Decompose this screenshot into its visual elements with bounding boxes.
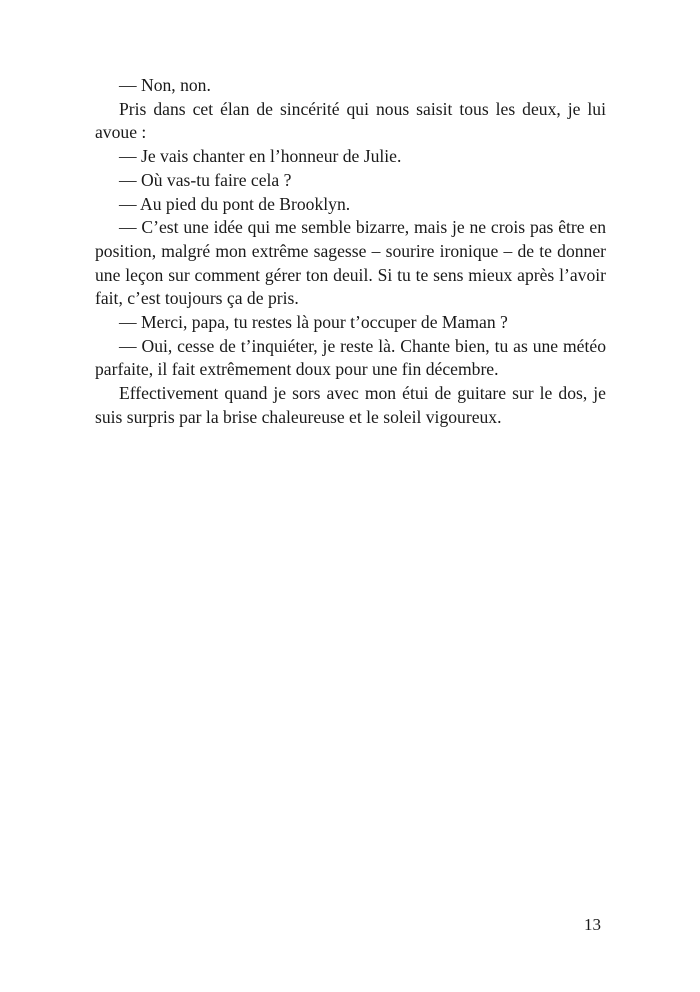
- page-number: 13: [584, 915, 601, 934]
- paragraph: — Au pied du pont de Brooklyn.: [119, 193, 351, 214]
- paragraph: — Non, non.: [119, 75, 211, 95]
- body-text: [95, 74, 606, 430]
- paragraph: — Je vais chanter en l’honneur de Julie.: [119, 146, 402, 167]
- paragraph: Pris dans cet élan de sincérité qui nous saisit tous les deux, je lui avoue :: [95, 98, 606, 143]
- paragraph: Effectivement quand je sors avec mon étui de guitare sur le dos, je suis surpris par la brise chaleureuse et le soleil vigoureux.: [95, 383, 606, 427]
- paragraph: — Où vas-tu faire cela ?: [119, 169, 292, 190]
- paragraph: — Oui, cesse de t’inquiéter, je reste là. Chante bien, tu as une météo parfaite, il fait extrêmement doux pour une fin décembre.: [95, 335, 606, 380]
- paragraph: — Merci, papa, tu restes là pour t’occuper de Maman ?: [119, 312, 508, 333]
- paragraph: — C’est une idée qui me semble bizarre, mais je ne crois pas être en position, malgré mon extrême sagesse – sourire ironique – de te donner une leçon sur comment gérer ton deuil. Si tu te sens mieux après l’avoir fait, c’est toujours ça de pris.: [95, 217, 606, 309]
